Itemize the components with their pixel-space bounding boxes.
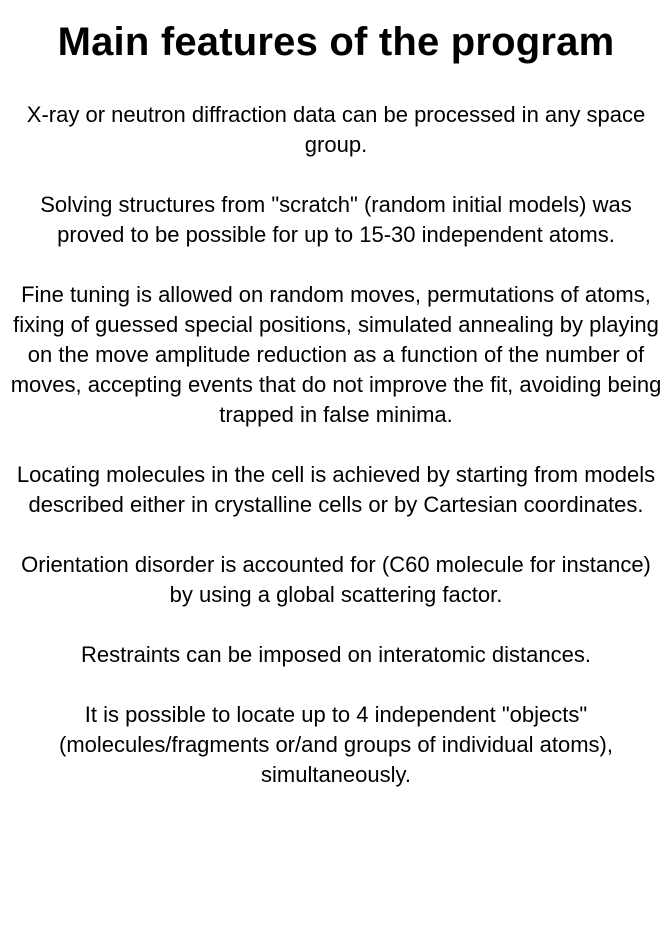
page-title: Main features of the program — [57, 20, 615, 64]
feature-item-fine-tuning: Fine tuning is allowed on random moves, permutations of atoms, fixing of guessed special positions, simulated annealing by playing on the move amplitude reduction as a function of the number of moves, accepting events that do not improve the fit, avoiding being trapped in false minima. — [10, 282, 662, 427]
feature-item-orientation-disorder: Orientation disorder is accounted for (C60 molecule for instance) by using a global scattering factor. — [21, 552, 651, 607]
feature-item-locating-molecules: Locating molecules in the cell is achieved by starting from models described either in crystalline cells or by Cartesian coordinates. — [16, 462, 656, 517]
feature-item-solving-from-scratch: Solving structures from "scratch" (random initial models) was proved to be possible for up to 15-30 independent atoms. — [40, 192, 632, 247]
feature-item-data-processing: X-ray or neutron diffraction data can be processed in any space group. — [26, 102, 646, 157]
feature-list — [8, 100, 664, 790]
feature-item-independent-objects: It is possible to locate up to 4 independent "objects" (molecules/fragments or/and groups of individual atoms), simultaneously. — [59, 702, 613, 787]
feature-item-restraints: Restraints can be imposed on interatomic distances. — [81, 642, 591, 667]
